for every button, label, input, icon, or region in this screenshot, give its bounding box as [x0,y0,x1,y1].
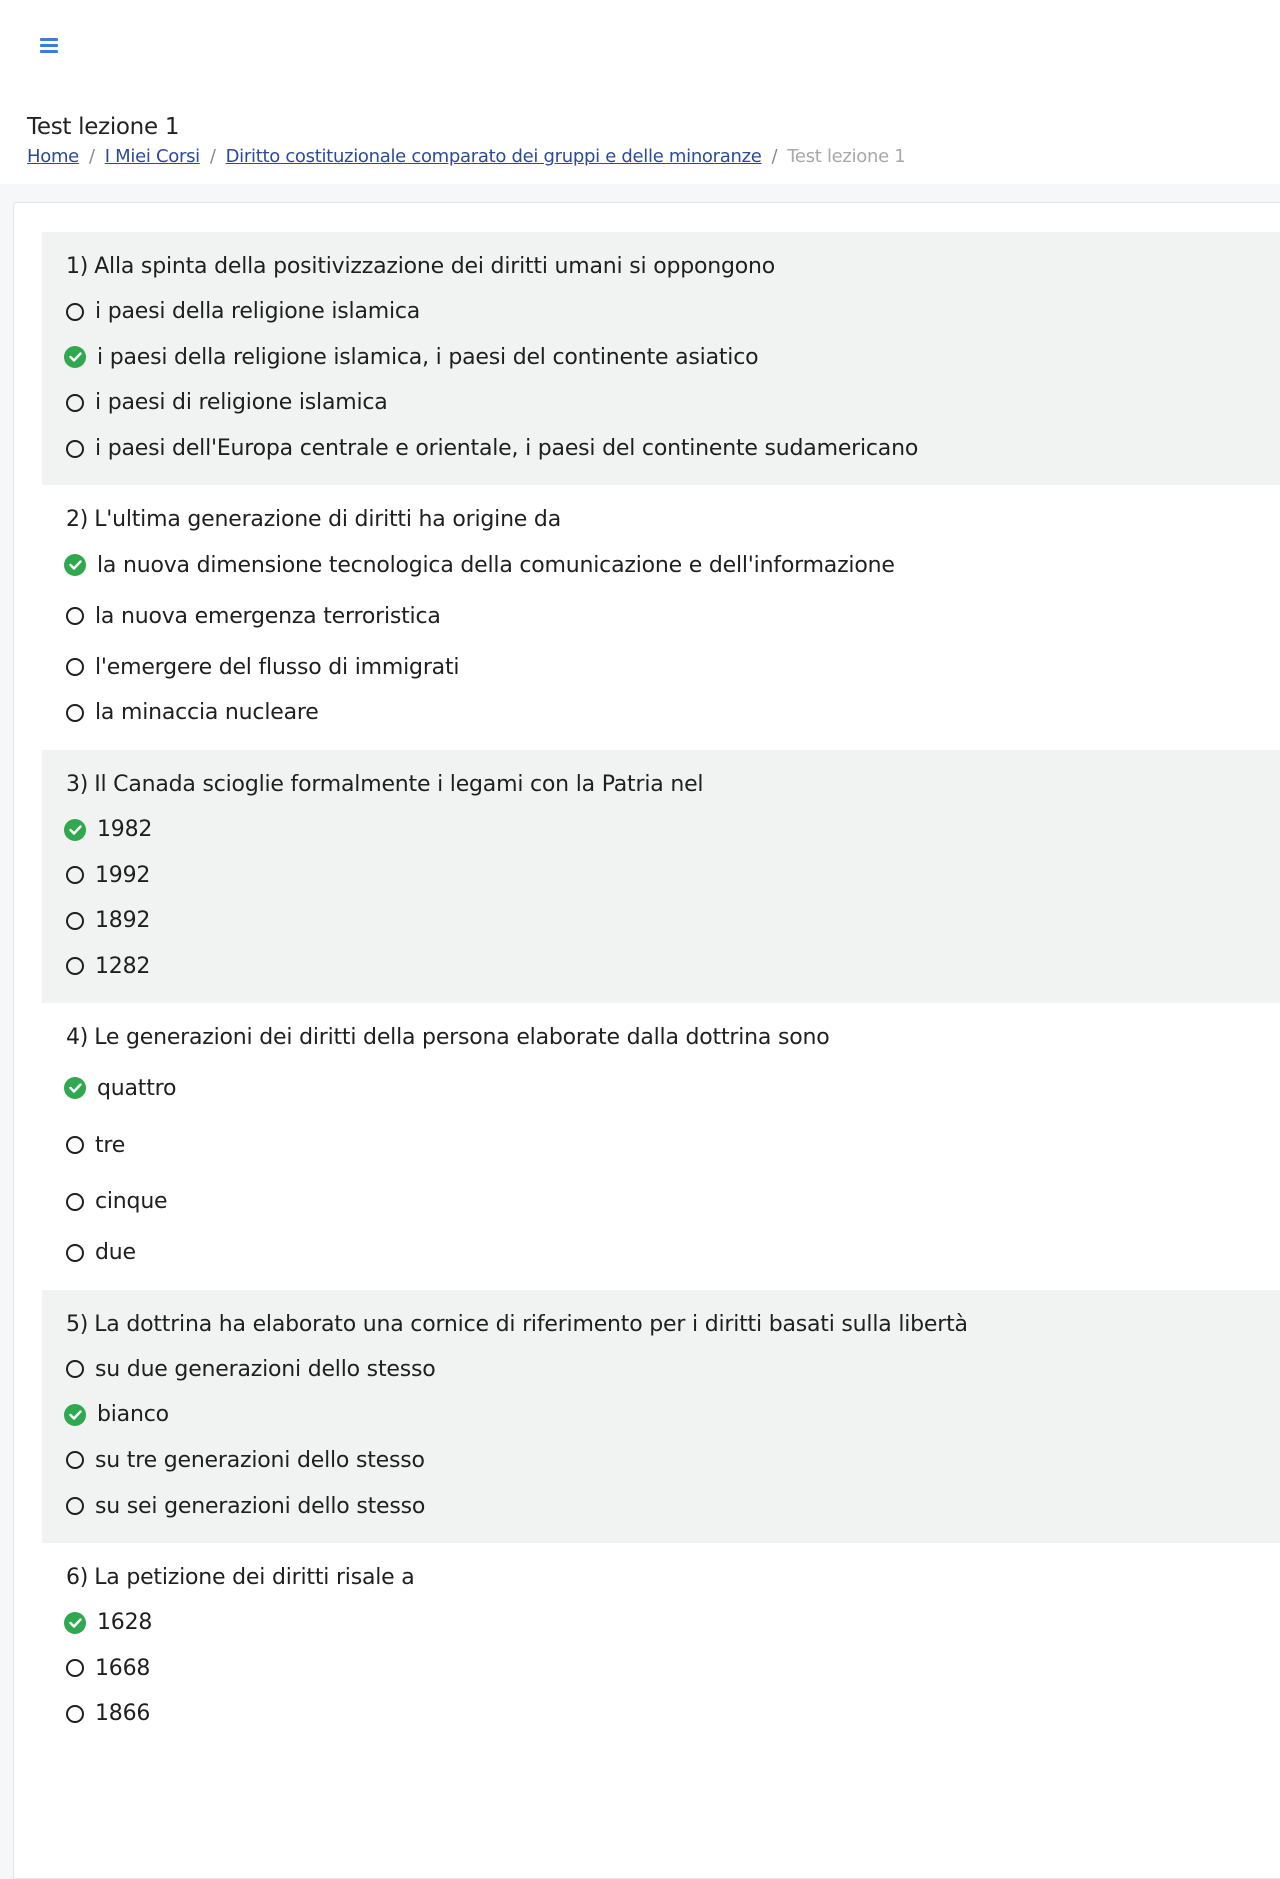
radio-empty-icon [66,1705,84,1723]
answer-option[interactable] [66,1645,1280,1691]
answer-label: i paesi di religione islamica [95,390,388,416]
breadcrumb-separator: / [771,146,778,167]
question-label: Le generazioni dei diritti della persona elaborate dalla dottrina sono [94,1025,830,1051]
question-label: La dottrina ha elaborato una cornice di riferimento per i diritti basati sulla libertà [94,1311,968,1337]
answer-label: 1668 [95,1655,151,1681]
radio-empty-icon [66,866,84,884]
page-background [0,184,1280,1879]
radio-empty-icon [66,912,84,930]
check-circle-icon [64,819,86,841]
answer-option[interactable] [66,1117,1280,1174]
answer-option[interactable] [66,1230,1280,1276]
page-title: Test lezione 1 [27,114,180,140]
check-circle-icon [64,346,86,368]
question-label: Alla spinta della positivizzazione dei diritti umani si oppongono [94,254,776,279]
answer-option[interactable] [66,289,1280,335]
answer-label: quattro [97,1075,177,1101]
answer-label: i paesi dell'Europa centrale e orientale, i paesi del continente sudamericano [95,436,919,462]
breadcrumb-courses[interactable]: I Miei Corsi [104,146,200,167]
question-number: 3) [66,771,89,797]
question [42,1543,1280,1751]
answer-label: 1892 [95,908,151,934]
radio-empty-icon [66,394,84,412]
answer-option[interactable] [66,588,1280,645]
radio-empty-icon [66,704,84,722]
answer-label: due [95,1240,136,1266]
check-circle-icon [64,1404,86,1426]
question-text [66,1312,1280,1337]
question [42,1290,1280,1543]
radio-empty-icon [66,1244,84,1262]
answer-label: cinque [95,1189,168,1215]
breadcrumb-current: Test lezione 1 [787,146,906,167]
answer-option[interactable] [66,1691,1280,1737]
answer-option[interactable] [66,1483,1280,1529]
answer-label: 1992 [95,862,151,888]
answer-label: la nuova emergenza terroristica [95,603,441,629]
answer-option[interactable] [66,898,1280,944]
question-text [66,772,1280,797]
answer-label: tre [95,1132,126,1158]
question-number: 5) [66,1311,89,1337]
top-bar [0,0,1280,100]
check-circle-icon [64,1077,86,1099]
question-text [66,507,1280,532]
question [42,485,1280,749]
breadcrumb-course[interactable]: Diritto costituzionale comparato dei gruppi e delle minoranze [225,146,762,167]
question-number: 4) [66,1025,89,1051]
answer-option[interactable] [66,380,1280,426]
answer-option[interactable] [66,690,1280,736]
answer-label: 1282 [95,953,151,979]
question-text [66,1025,1280,1050]
answer-option[interactable] [66,1060,1280,1117]
radio-empty-icon [66,1451,84,1469]
radio-empty-icon [66,1360,84,1378]
answer-label: bianco [97,1402,169,1428]
radio-empty-icon [66,1136,84,1154]
question-label: Il Canada scioglie formalmente i legami con la Patria nel [94,771,704,797]
question-label: La petizione dei diritti risale a [94,1564,415,1590]
answer-option[interactable] [66,1600,1280,1646]
answer-label: su sei generazioni dello stesso [95,1493,426,1519]
answer-option[interactable] [66,807,1280,853]
answer-label: su due generazioni dello stesso [95,1356,436,1382]
question-text [66,254,1280,279]
breadcrumb-home[interactable]: Home [27,146,79,167]
answer-option[interactable] [66,944,1280,990]
question-number: 2) [66,507,89,533]
check-circle-icon [64,1612,86,1634]
radio-empty-icon [66,607,84,625]
question-text [66,1565,1280,1590]
answer-label: la nuova dimensione tecnologica della comunicazione e dell'informazione [97,552,895,578]
answer-option[interactable] [66,1392,1280,1438]
page-header [0,100,1280,184]
answer-option[interactable] [66,542,1280,588]
radio-empty-icon [66,1497,84,1515]
answer-label: la minaccia nucleare [95,700,319,726]
answer-option[interactable] [66,335,1280,381]
answer-option[interactable] [66,1347,1280,1393]
answer-label: l'emergere del flusso di immigrati [95,654,460,680]
question [42,232,1280,485]
answer-option[interactable] [66,426,1280,472]
question [42,750,1280,1003]
answer-option[interactable] [66,1438,1280,1484]
quiz-card [13,202,1280,1879]
question-number: 6) [66,1564,89,1590]
radio-empty-icon [66,303,84,321]
answer-option[interactable] [66,852,1280,898]
question-label: L'ultima generazione di diritti ha origine da [94,507,561,533]
answer-label: i paesi della religione islamica [95,299,421,325]
answer-label: 1628 [97,1610,153,1636]
breadcrumb-separator: / [209,146,216,167]
radio-empty-icon [66,658,84,676]
question [42,1003,1280,1289]
check-circle-icon [64,554,86,576]
hamburger-menu-icon[interactable] [40,38,62,58]
radio-empty-icon [66,440,84,458]
answer-label: 1866 [95,1701,151,1727]
breadcrumb-separator: / [88,146,95,167]
answer-option[interactable] [66,1173,1280,1230]
answer-option[interactable] [66,645,1280,691]
radio-empty-icon [66,1193,84,1211]
question-number: 1) [66,254,89,279]
breadcrumb [27,146,1280,167]
answer-label: 1982 [97,817,153,843]
answer-label: su tre generazioni dello stesso [95,1447,425,1473]
radio-empty-icon [66,1659,84,1677]
radio-empty-icon [66,957,84,975]
answer-label: i paesi della religione islamica, i paesi del continente asiatico [97,344,759,370]
